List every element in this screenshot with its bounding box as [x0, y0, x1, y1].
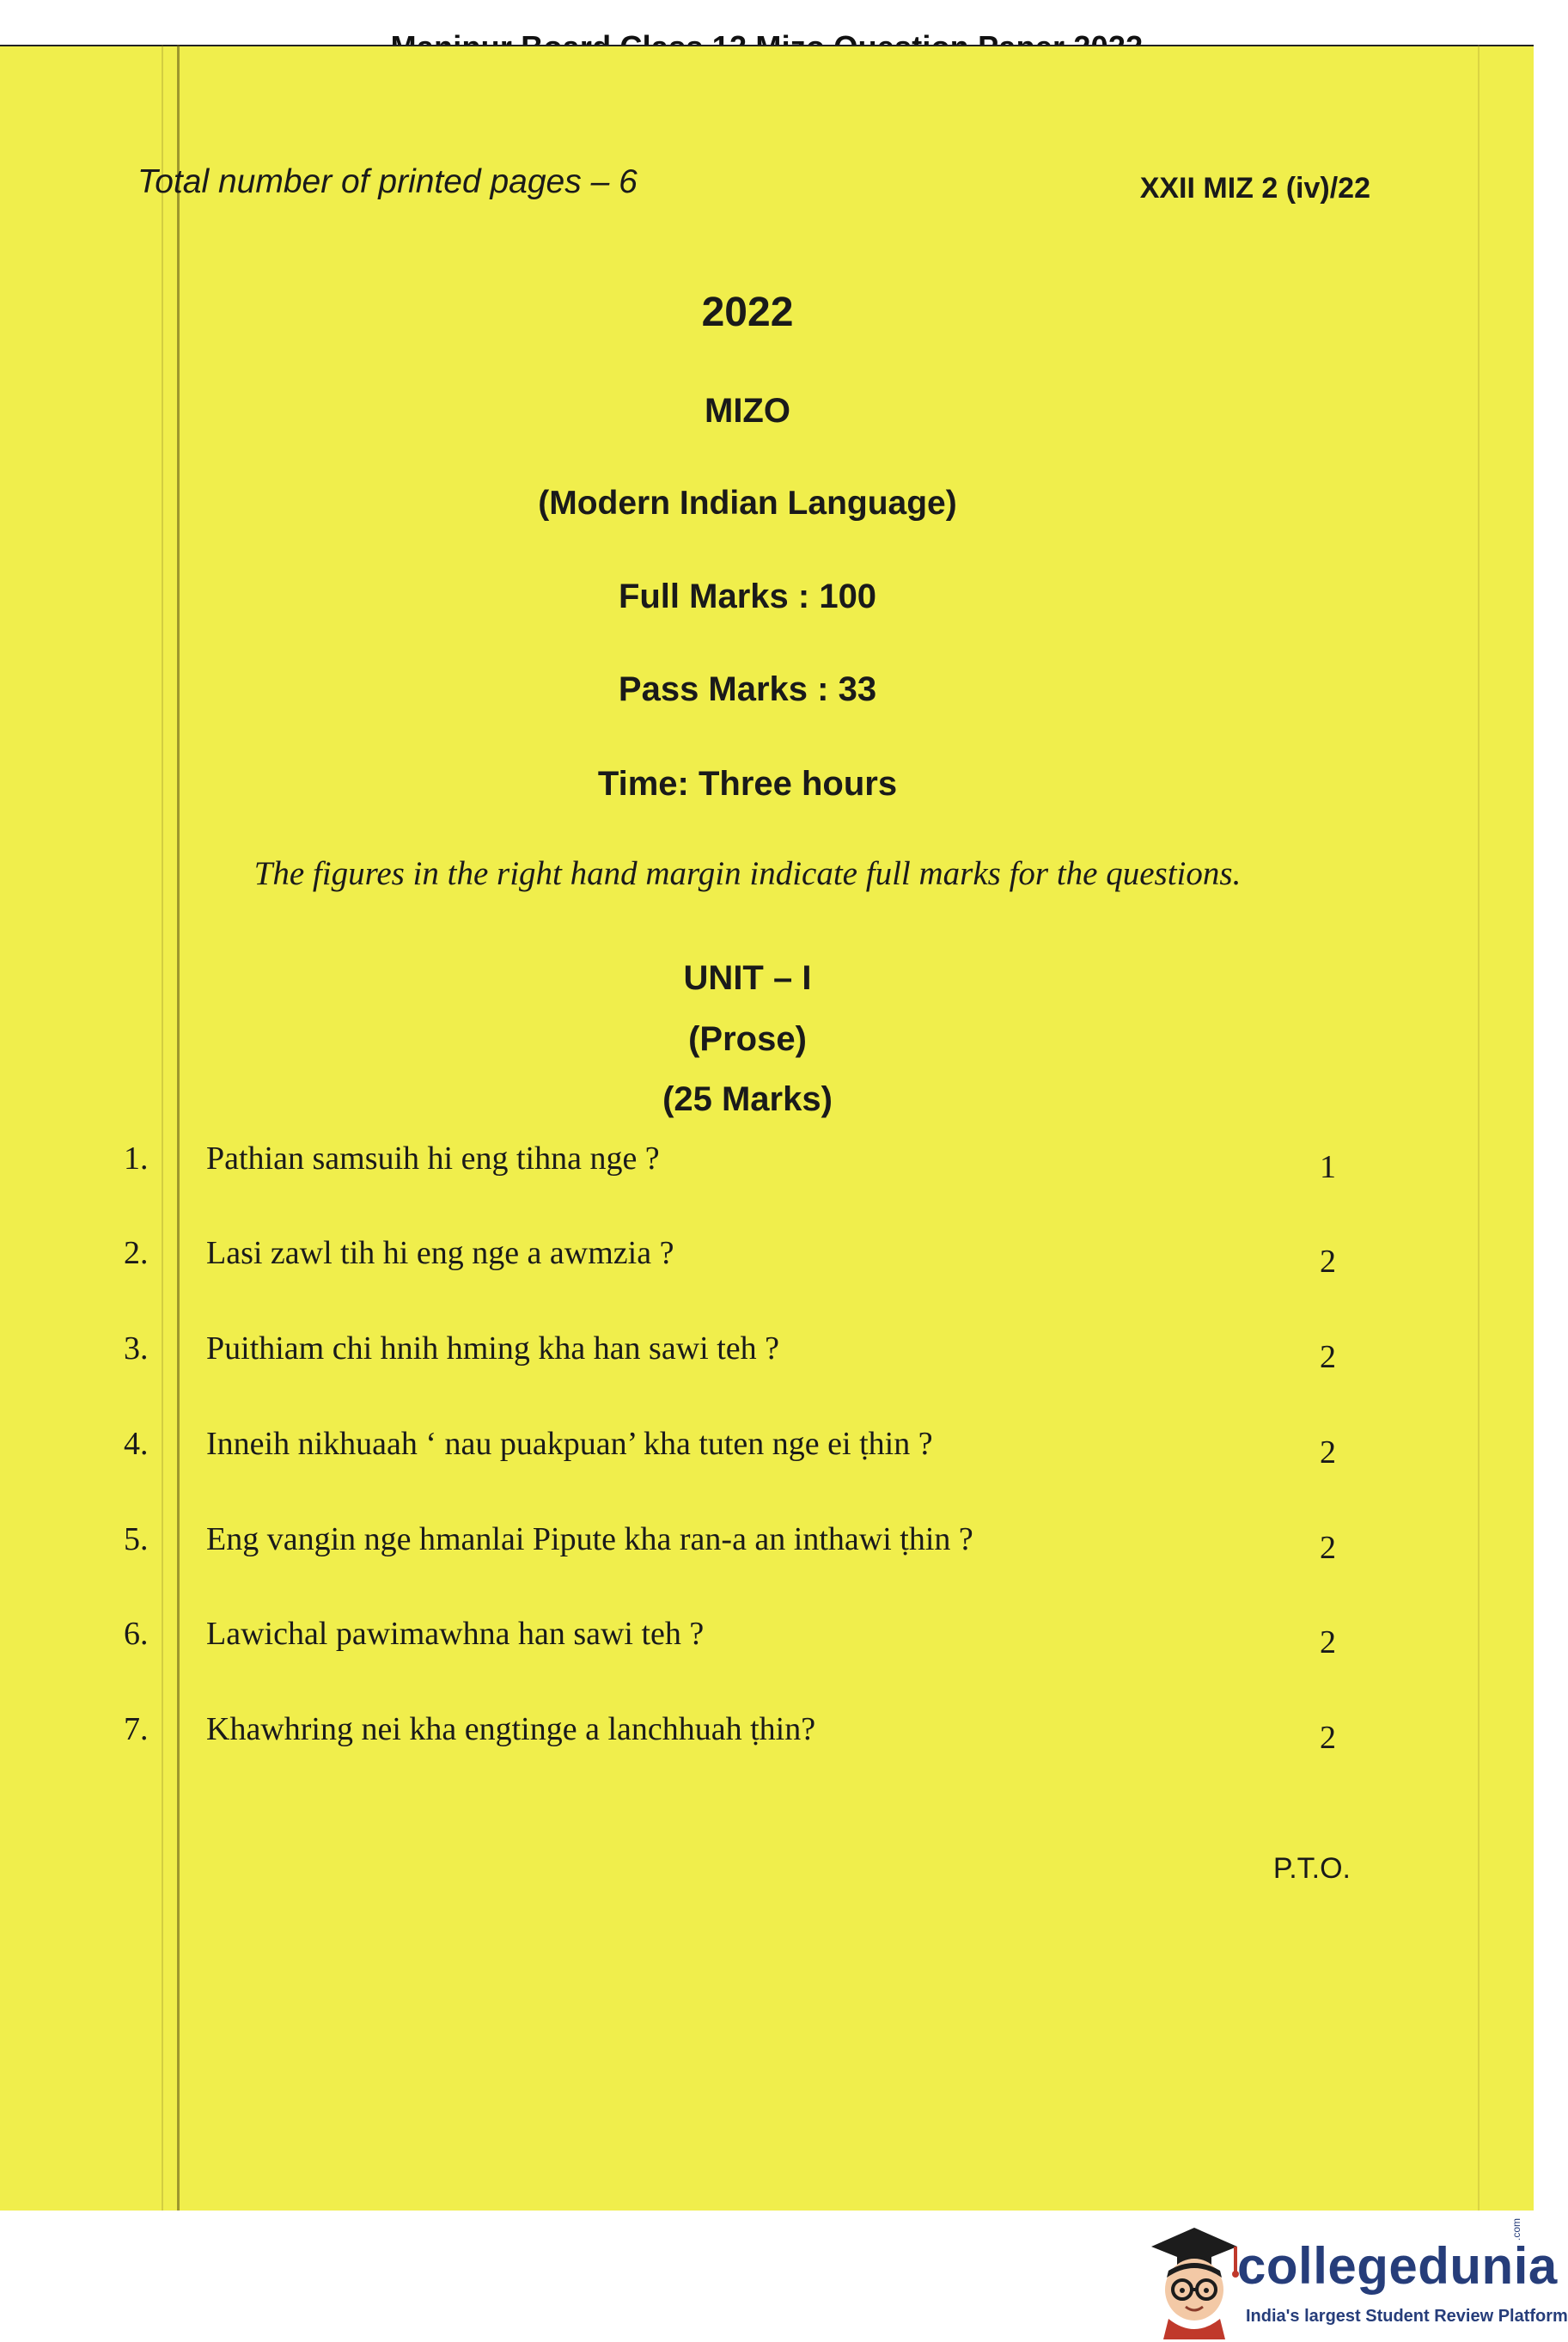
question-text: Eng vangin nge hmanlai Pipute kha ran-a an inthawi ṭhin ?	[206, 1521, 973, 1557]
unit-heading: UNIT – I	[683, 959, 812, 997]
question-text: Inneih nikhuaah ‘ nau puakpuan’ kha tuten nge ei ṭhin ?	[206, 1426, 933, 1462]
language-subtitle: (Modern Indian Language)	[538, 485, 957, 522]
question-number: 1.	[124, 1140, 149, 1177]
question-marks: 2	[1320, 1339, 1336, 1375]
right-margin-rule	[1478, 45, 1480, 2211]
pass-marks: Pass Marks : 33	[618, 670, 877, 708]
margin-rule	[177, 45, 180, 2211]
full-marks: Full Marks : 100	[618, 578, 877, 615]
question-text: Puithiam chi hnih hming kha han sawi teh ?	[206, 1330, 780, 1367]
question-text: Khawhring nei kha engtinge a lanchhuah ṭhin?	[206, 1711, 816, 1747]
question-text: Pathian samsuih hi eng tihna nge ?	[206, 1140, 660, 1177]
printed-pages-note: Total number of printed pages – 6	[137, 163, 638, 200]
section-marks: (25 Marks)	[662, 1080, 833, 1118]
subject-title: MIZO	[705, 392, 790, 430]
question-number: 4.	[124, 1426, 149, 1462]
question-number: 3.	[124, 1330, 149, 1367]
question-marks: 2	[1320, 1530, 1336, 1566]
brand-name: collegedunia	[1237, 2237, 1558, 2295]
question-number: 2.	[124, 1235, 149, 1271]
question-number: 5.	[124, 1521, 149, 1557]
question-marks: 2	[1320, 1624, 1336, 1660]
paper-top-edge	[0, 45, 1534, 46]
brand-tagline: India's largest Student Review Platform	[1246, 2307, 1568, 2326]
exam-year: 2022	[701, 290, 794, 335]
exam-time: Time: Three hours	[597, 765, 898, 803]
question-number: 6.	[124, 1616, 149, 1652]
question-marks: 1	[1320, 1149, 1336, 1185]
question-number: 7.	[124, 1711, 149, 1747]
question-paper-scan	[0, 45, 1534, 2211]
margin-rule-faint	[162, 45, 163, 2211]
question-marks: 2	[1320, 1720, 1336, 1756]
collegedunia-logo	[1134, 2211, 1568, 2342]
please-turn-over: P.T.O.	[1272, 1852, 1351, 1885]
paper-code: XXII MIZ 2 (iv)/22	[1139, 172, 1370, 205]
question-marks: 2	[1320, 1434, 1336, 1471]
question-text: Lawichal pawimawhna han sawi teh ?	[206, 1616, 705, 1652]
brand-domain: .com	[1510, 2217, 1522, 2241]
marks-instruction: The figures in the right hand margin indicate full marks for the questions.	[253, 855, 1242, 892]
question-marks: 2	[1320, 1244, 1336, 1280]
student-mascot-icon	[1143, 2211, 1246, 2339]
section-heading: (Prose)	[688, 1020, 807, 1058]
question-text: Lasi zawl tih hi eng nge a awmzia ?	[206, 1235, 674, 1271]
